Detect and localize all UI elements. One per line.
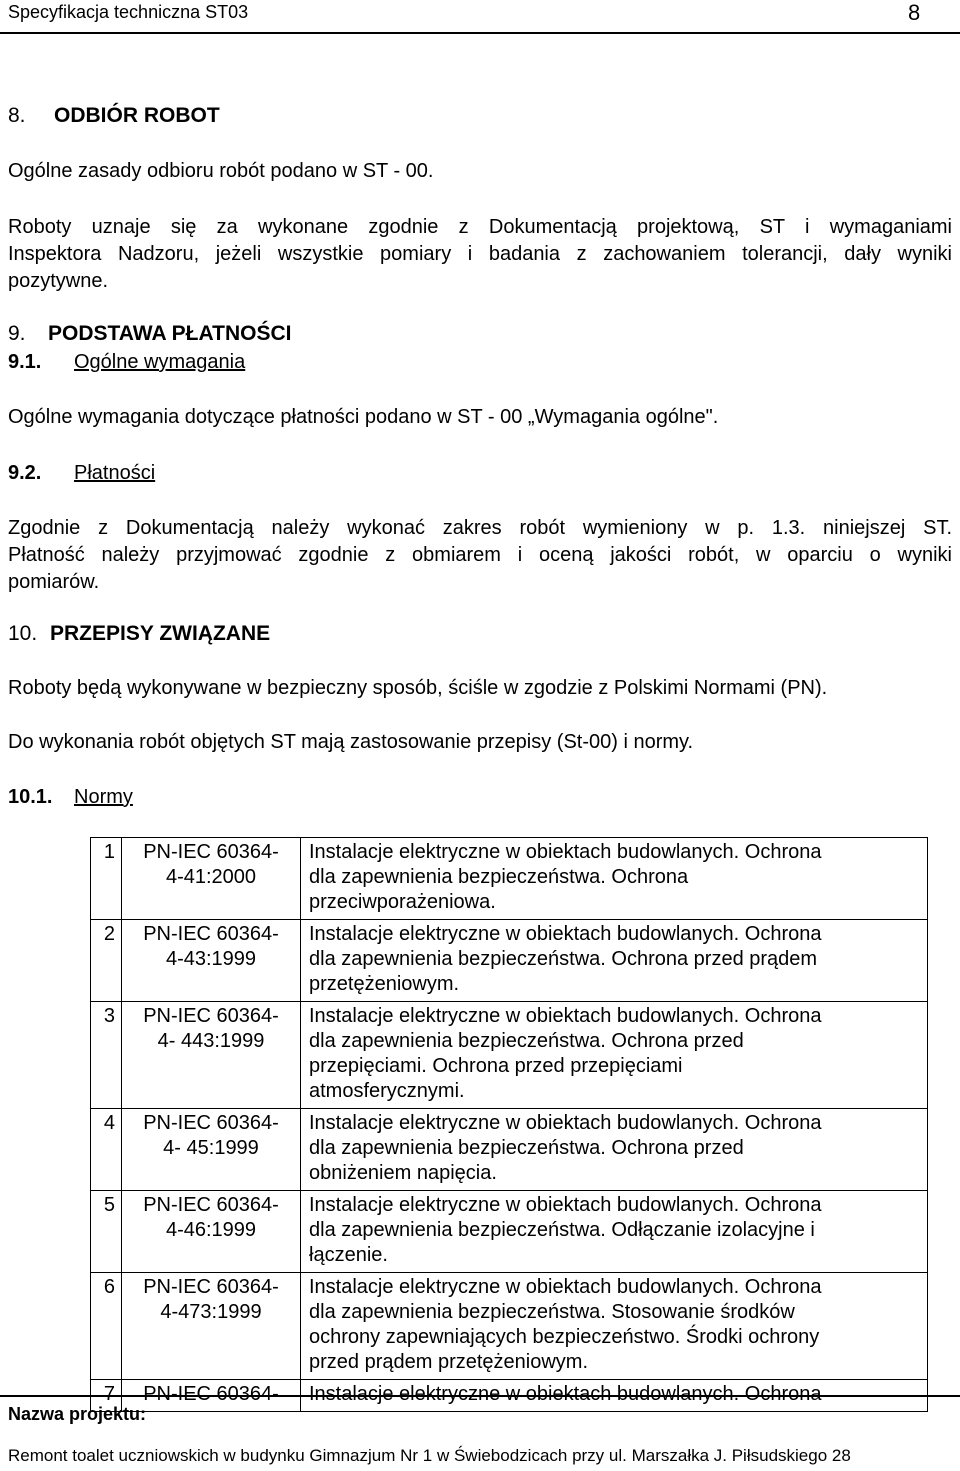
norm-code-line: PN-IEC 60364- <box>143 1383 279 1405</box>
norm-number: 7 <box>91 1380 122 1412</box>
paragraph-line: Roboty uznaje się za wykonane zgodnie z Dokumentacją projektową, ST i wymaganiami <box>8 216 952 238</box>
norm-code-line: 4-473:1999 <box>160 1301 262 1323</box>
norm-description-line: Instalacje elektryczne w obiektach budowlanych. Ochrona <box>309 841 822 863</box>
norm-code-line: PN-IEC 60364- <box>143 1112 279 1134</box>
section-8-heading <box>8 104 220 128</box>
norm-code-line: PN-IEC 60364- <box>143 923 279 945</box>
paragraph-line: pomiarów. <box>8 571 100 593</box>
norm-code <box>122 920 301 1002</box>
table-row <box>91 1273 928 1380</box>
norm-description-line: dla zapewnienia bezpieczeństwa. Ochrona przed prądem <box>309 948 818 970</box>
paragraph-line: Płatność należy przyjmować zgodnie z obmiarem i oceną jakości robót, w oparciu o wyniki <box>8 544 952 566</box>
table-row <box>91 1109 928 1191</box>
subsection-9-1-heading <box>8 351 245 374</box>
norm-description-line: dla zapewnienia bezpieczeństwa. Odłączanie izolacyjne i <box>309 1219 815 1241</box>
norm-description <box>301 920 928 1002</box>
page-number: 8 <box>908 0 921 25</box>
paragraph-line: Inspektora Nadzoru, jeżeli wszystkie pomiary i badania z zachowaniem tolerancji, dały wyniki <box>8 243 952 265</box>
norm-description-line: przeciwporażeniowa. <box>309 891 496 913</box>
norm-description-line: obniżeniem napięcia. <box>309 1162 497 1184</box>
norm-description-line: Instalacje elektryczne w obiektach budowlanych. Ochrona <box>309 1112 822 1134</box>
paragraph-10b: Do wykonania robót objętych ST mają zastosowanie przepisy (St-00) i normy. <box>8 731 694 753</box>
norm-description-line: przepięciami. Ochrona przed przepięciami <box>309 1055 683 1077</box>
norm-description-line: ochrony zapewniających bezpieczeństwo. Środki ochrony <box>309 1326 820 1348</box>
norm-description-line: Instalacje elektryczne w obiektach budowlanych. Ochrona <box>309 923 822 945</box>
norms-table-body <box>91 838 928 1412</box>
norm-description-line: Instalacje elektryczne w obiektach budowlanych. Ochrona <box>309 1005 822 1027</box>
norm-description-line: przetężeniowym. <box>309 973 460 995</box>
subsection-number: 9.1. <box>8 351 42 373</box>
norm-code-line: 4-41:2000 <box>165 866 257 888</box>
norm-description-line: przed prądem przetężeniowym. <box>309 1351 589 1373</box>
paragraph-line: pozytywne. <box>8 270 109 292</box>
norm-code-line: PN-IEC 60364- <box>143 1276 279 1298</box>
norm-number: 6 <box>91 1273 122 1380</box>
norm-description <box>301 1191 928 1273</box>
norm-description-line: Instalacje elektryczne w obiektach budowlanych. Ochrona <box>309 1383 822 1405</box>
section-9-heading <box>8 322 291 346</box>
section-number: 9. <box>8 322 26 345</box>
section-10-heading <box>8 622 270 646</box>
norm-description-line: Instalacje elektryczne w obiektach budowlanych. Ochrona <box>309 1276 822 1298</box>
norm-description <box>301 1273 928 1380</box>
norm-code-line: PN-IEC 60364- <box>143 841 279 863</box>
norm-description-line: dla zapewnienia bezpieczeństwa. Stosowanie środków <box>309 1301 795 1323</box>
paragraph-8b <box>8 214 952 295</box>
norm-description-line: Instalacje elektryczne w obiektach budowlanych. Ochrona <box>309 1194 822 1216</box>
paragraph-8a: Ogólne zasady odbioru robót podano w ST - 00. <box>8 160 434 182</box>
norm-code-line: 4-46:1999 <box>165 1219 257 1241</box>
norms-table <box>90 837 928 1412</box>
paragraph-line: Zgodnie z Dokumentacją należy wykonać zakres robót wymieniony w p. 1.3. niniejszej ST. <box>8 517 952 539</box>
norm-code-line: 4- 443:1999 <box>157 1030 265 1052</box>
norm-code <box>122 1191 301 1273</box>
norm-description-line: łączenie. <box>309 1244 388 1266</box>
norm-code <box>122 1002 301 1109</box>
subsection-10-1-heading <box>8 786 133 809</box>
norm-code <box>122 838 301 920</box>
norm-number: 2 <box>91 920 122 1002</box>
header-divider <box>0 32 960 34</box>
norm-description-line: dla zapewnienia bezpieczeństwa. Ochrona przed <box>309 1030 744 1052</box>
norm-code-line: 4- 45:1999 <box>163 1137 259 1159</box>
subsection-number: 10.1. <box>8 786 53 808</box>
subsection-title: Ogólne wymagania <box>74 351 246 373</box>
subsection-9-2-heading <box>8 462 155 485</box>
subsection-number: 9.2. <box>8 462 42 484</box>
norm-code <box>122 1273 301 1380</box>
paragraph-9-1: Ogólne wymagania dotyczące płatności podano w ST - 00 „Wymagania ogólne". <box>8 406 719 428</box>
norm-description-line: dla zapewnienia bezpieczeństwa. Ochrona <box>309 866 689 888</box>
norm-description <box>301 1109 928 1191</box>
paragraph-10a: Roboty będą wykonywane w bezpieczny sposób, ściśle w zgodzie z Polskimi Normami (PN). <box>8 677 828 699</box>
norm-number: 5 <box>91 1191 122 1273</box>
document-title: Specyfikacja techniczna ST03 <box>8 2 249 22</box>
section-number: 10. <box>8 622 38 645</box>
section-title: PRZEPISY ZWIĄZANE <box>50 622 271 645</box>
section-number: 8. <box>8 104 26 127</box>
norm-description-line: atmosferycznymi. <box>309 1080 465 1102</box>
norm-description <box>301 838 928 920</box>
subsection-title: Płatności <box>74 462 156 484</box>
norm-code <box>122 1109 301 1191</box>
section-title: ODBIÓR ROBOT <box>54 104 220 127</box>
norm-code-line: PN-IEC 60364- <box>143 1194 279 1216</box>
norm-number: 3 <box>91 1002 122 1109</box>
table-row <box>91 838 928 920</box>
project-name-label: Nazwa projektu: <box>8 1404 147 1424</box>
subsection-title: Normy <box>74 786 133 808</box>
norm-number: 4 <box>91 1109 122 1191</box>
table-row <box>91 1002 928 1109</box>
table-row <box>91 920 928 1002</box>
section-title: PODSTAWA PŁATNOŚCI <box>48 322 292 345</box>
norm-number: 1 <box>91 838 122 920</box>
table-row <box>91 1191 928 1273</box>
footer-divider <box>0 1395 960 1397</box>
project-name: Remont toalet uczniowskich w budynku Gimnazjum Nr 1 w Świebodzicach przy ul. Marszałka J. Piłsudskiego 28 <box>8 1446 851 1465</box>
norm-description-line: dla zapewnienia bezpieczeństwa. Ochrona przed <box>309 1137 744 1159</box>
paragraph-9-2 <box>8 515 952 596</box>
norm-description <box>301 1002 928 1109</box>
norm-code-line: PN-IEC 60364- <box>143 1005 279 1027</box>
norm-code-line: 4-43:1999 <box>165 948 257 970</box>
